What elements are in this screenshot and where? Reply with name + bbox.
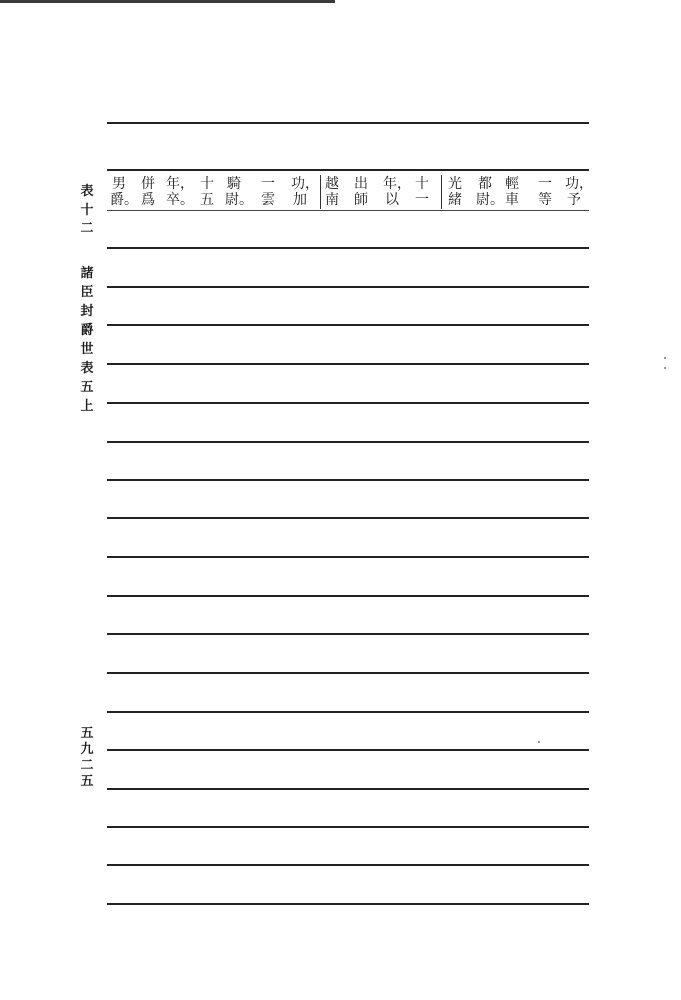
text-column <box>476 176 504 208</box>
text-char: 男 <box>112 176 126 192</box>
text-char: 併 <box>141 176 155 192</box>
text-column <box>110 176 138 208</box>
text-char: 緒 <box>448 192 462 208</box>
table-rule <box>107 324 589 326</box>
table-rule <box>107 633 589 635</box>
column-divider <box>441 175 442 209</box>
text-char: 等 <box>538 192 552 208</box>
table-label-char: 二 <box>80 221 94 236</box>
text-char: 一 <box>261 176 275 192</box>
text-column <box>383 176 411 208</box>
text-column <box>259 176 277 208</box>
table-title-char: 封 <box>80 304 94 319</box>
text-char: 師 <box>354 192 368 208</box>
table-rule <box>107 517 589 519</box>
table-rule <box>107 595 589 597</box>
table-rule <box>107 402 589 404</box>
page-number-char: 二 <box>80 758 94 773</box>
table-title-char: 臣 <box>80 285 94 300</box>
scan-speck <box>664 367 666 369</box>
text-char: 加 <box>293 192 307 208</box>
text-column <box>503 176 521 208</box>
table-rule <box>107 210 589 211</box>
text-char: 十 <box>200 176 214 192</box>
text-column <box>352 176 370 208</box>
text-column <box>446 176 464 208</box>
table-title-char: 表 <box>80 361 94 376</box>
text-char: 都 <box>478 176 492 192</box>
text-char: 爵。 <box>110 192 138 208</box>
table-rule <box>107 864 589 866</box>
scan-speck <box>538 741 540 743</box>
table-rule <box>107 672 589 674</box>
table-title-char: 世 <box>80 342 94 357</box>
text-char: 予 <box>567 192 581 208</box>
table-rule <box>107 556 589 558</box>
table-rule <box>107 247 589 249</box>
table-title <box>79 264 95 416</box>
table-label-char: 表 <box>80 184 94 199</box>
text-char: 輕 <box>505 176 519 192</box>
scan-speck <box>664 357 666 359</box>
text-char: 車 <box>505 192 519 208</box>
text-char: 出 <box>354 176 368 192</box>
table-label <box>79 183 95 239</box>
page-number-char: 九 <box>80 742 94 757</box>
text-char: 騎 <box>227 176 241 192</box>
text-char: 一 <box>415 192 429 208</box>
text-column <box>166 176 194 208</box>
column-divider <box>320 175 321 209</box>
text-char: 以 <box>385 192 399 208</box>
table-title-char: 上 <box>80 399 94 414</box>
text-char: 一 <box>538 176 552 192</box>
table-rule <box>107 826 589 828</box>
text-char: 年， <box>383 176 411 192</box>
table-title-char: 爵 <box>80 323 94 338</box>
text-char: 光 <box>448 176 462 192</box>
text-column <box>565 176 593 208</box>
text-char: 南 <box>325 192 339 208</box>
text-char: 尉。 <box>225 192 253 208</box>
text-char: 尉。 <box>476 192 504 208</box>
table-rule <box>107 749 589 751</box>
table-rule <box>107 441 589 443</box>
table-rule <box>107 711 589 713</box>
text-char: 卒。 <box>166 192 194 208</box>
text-column <box>413 176 431 208</box>
text-char: 雲 <box>261 192 275 208</box>
table-rule <box>107 122 589 124</box>
text-column <box>198 176 216 208</box>
text-column <box>323 176 341 208</box>
table-rule <box>107 479 589 481</box>
text-char: 越 <box>325 176 339 192</box>
table-rule <box>107 363 589 365</box>
text-char: 十 <box>415 176 429 192</box>
table-label-char: 十 <box>80 202 94 218</box>
table-title-char: 諸 <box>80 266 94 281</box>
text-column <box>225 176 253 208</box>
table-title-char: 五 <box>80 380 94 395</box>
text-char: 功， <box>291 176 319 192</box>
table-rule <box>107 286 589 288</box>
table-rule <box>107 903 589 905</box>
text-column <box>291 176 319 208</box>
text-char: 五 <box>200 192 214 208</box>
text-column <box>139 176 157 208</box>
top-edge-rule <box>0 0 335 3</box>
text-column <box>536 176 554 208</box>
text-char: 年， <box>166 176 194 192</box>
table-rule <box>107 169 589 171</box>
table-rule <box>107 788 589 790</box>
page-number-char: 五 <box>80 726 94 741</box>
page-number <box>79 726 95 790</box>
text-char: 爲 <box>141 192 155 208</box>
text-char: 功， <box>565 176 593 192</box>
page-number-char: 五 <box>80 774 94 789</box>
